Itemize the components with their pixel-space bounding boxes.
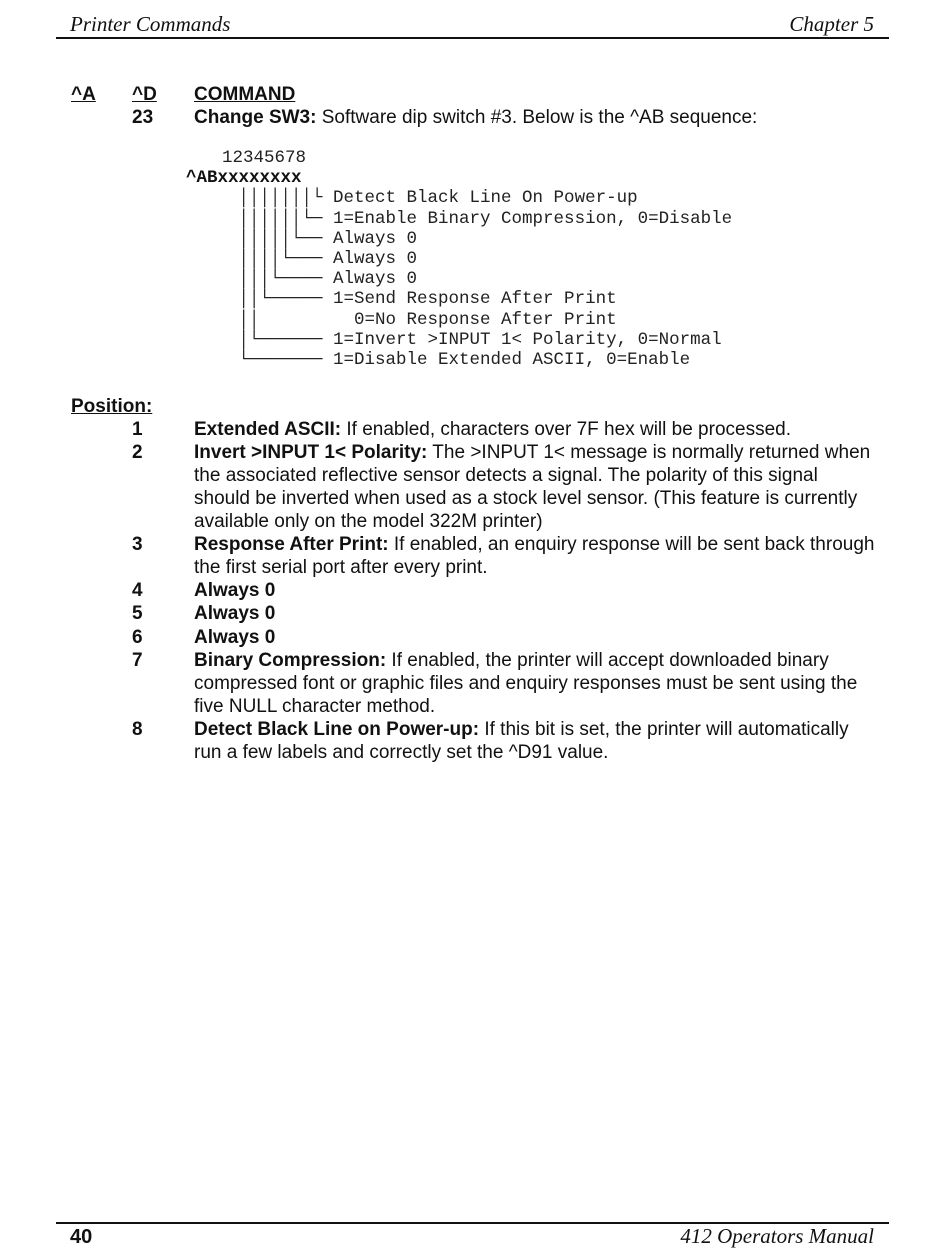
position-title: Invert >INPUT 1< Polarity: — [194, 442, 428, 464]
diagram-line: │││└──── Always 0 — [186, 269, 418, 290]
diagram-line: ││ 0=No Response After Print — [186, 309, 617, 330]
position-text: If enabled, an enquiry response will be sent back through the first serial port after every print. — [194, 533, 875, 578]
position-item — [0, 419, 950, 442]
position-title: Always 0 — [194, 580, 276, 602]
diagram-line: ││└───── 1=Send Response After Print — [186, 289, 617, 310]
command-number: 23 — [132, 107, 154, 128]
diagram-sequence: ^ABxxxxxxxx — [186, 168, 302, 189]
position-text: If enabled, characters over 7F hex will be processed. — [341, 419, 791, 440]
manual-title: 412 Operators Manual — [680, 1224, 874, 1248]
position-item — [0, 580, 950, 603]
page-number: 40 — [70, 1226, 93, 1248]
position-text: The >INPUT 1< message is normally returned when the associated reflective sensor detects a signal. The polarity of this signal should be inverted when used as a stock level sensor. (This feature is currently available only on the model 322M printer) — [194, 442, 871, 532]
position-number: 6 — [132, 626, 143, 648]
column-heading-command: COMMAND — [194, 84, 296, 105]
position-number: 1 — [132, 419, 143, 440]
position-title: Detect Black Line on Power-up: — [194, 718, 480, 740]
header-chapter: Chapter 5 — [789, 12, 874, 36]
column-heading-a: ^A — [71, 84, 96, 105]
diagram-line: ││││││└─ 1=Enable Binary Compression, 0=Disable — [186, 208, 733, 229]
position-number: 3 — [132, 533, 143, 555]
position-heading: Position: — [71, 396, 153, 417]
diagram-digits: 12345678 — [222, 148, 307, 168]
diagram-line: │││││└── Always 0 — [186, 228, 418, 249]
column-heading-d: ^D — [132, 84, 157, 105]
position-item — [0, 627, 950, 650]
position-title: Always 0 — [194, 603, 276, 625]
dip-switch-diagram — [186, 148, 732, 370]
position-item — [0, 650, 950, 718]
position-text: If this bit is set, the printer will automatically run a few labels and correctly set the ^D91 value. — [194, 718, 849, 763]
command-title — [194, 107, 757, 129]
position-number: 7 — [132, 649, 143, 671]
diagram-line: │└────── 1=Invert >INPUT 1< Polarity, 0=Normal — [186, 329, 722, 350]
diagram-line: ││││└─── Always 0 — [186, 249, 418, 270]
header-section-title: Printer Commands — [70, 12, 231, 36]
position-list — [0, 419, 950, 765]
position-title: Response After Print: — [194, 533, 389, 555]
header-rule — [56, 37, 889, 39]
position-number: 2 — [132, 442, 143, 464]
position-item — [0, 603, 950, 626]
position-number: 4 — [132, 580, 143, 602]
position-number: 8 — [132, 718, 143, 740]
position-item — [0, 442, 950, 533]
position-title: Binary Compression: — [194, 649, 387, 671]
position-item — [0, 534, 950, 580]
diagram-line: │││││││└ Detect Black Line On Power-up — [186, 188, 638, 209]
position-title: Extended ASCII: — [194, 419, 342, 440]
command-description: Software dip switch #3. Below is the ^AB sequence: — [316, 107, 758, 128]
command-name: Change SW3: — [194, 107, 317, 128]
diagram-line: └─────── 1=Disable Extended ASCII, 0=Enable — [186, 350, 691, 371]
position-text: If enabled, the printer will accept downloaded binary compressed font or graphic files and enquiry responses must be sent using the five NULL character method. — [194, 649, 858, 717]
position-item — [0, 719, 950, 765]
position-title: Always 0 — [194, 626, 276, 648]
position-number: 5 — [132, 603, 143, 625]
